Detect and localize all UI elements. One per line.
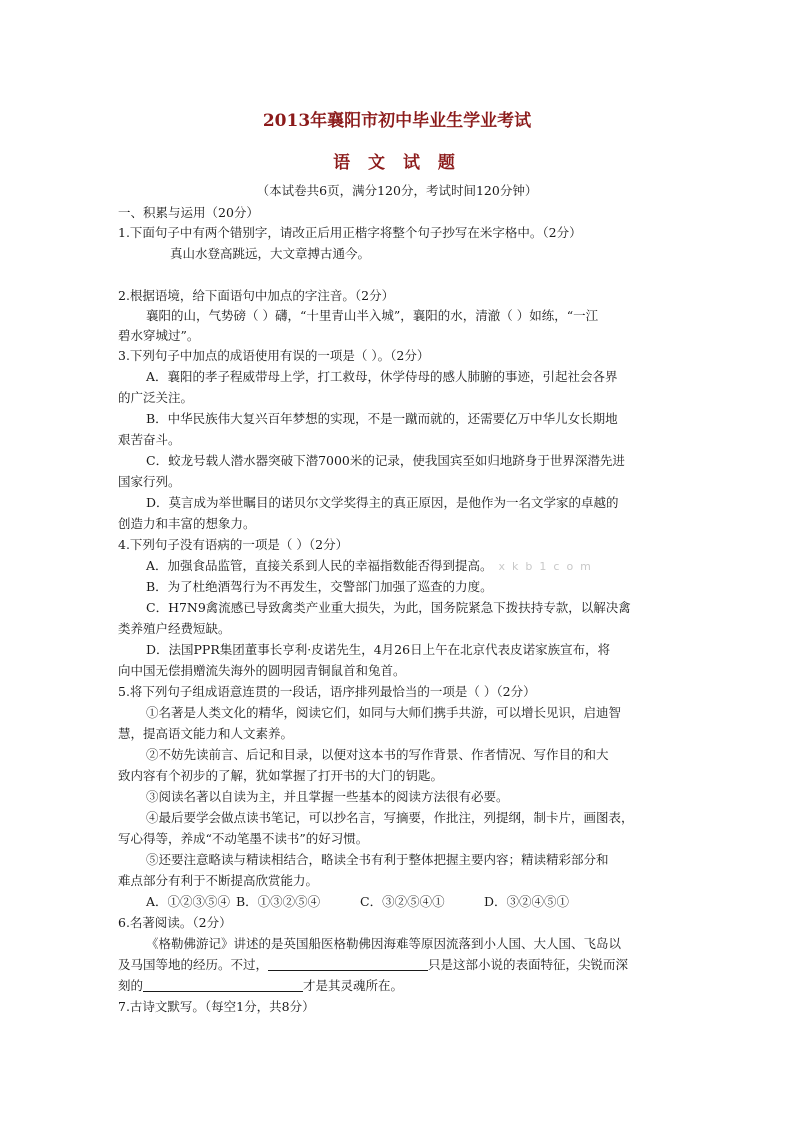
watermark: xkb1com <box>498 560 598 573</box>
question-3-option-d-line1: D．莫言成为举世瞩目的诺贝尔文学奖得主的真正原因，是他作为一名文学家的卓越的 <box>146 495 619 510</box>
question-4-option-a-text: A．加强食品监管，直接关系到人民的幸福指数能否得到提高。 <box>146 558 493 573</box>
question-1-stem: 1.下面句子中有两个错别字，请改正后用正楷字将整个句子抄写在米字格中。（2分） <box>118 225 582 240</box>
question-2-text-line2: 碧水穿城过”。 <box>118 328 200 343</box>
question-5-stem: 5.将下列句子组成语意连贯的一段话，语序排列最恰当的一项是（ ）（2分） <box>118 684 536 699</box>
question-2-stem: 2.根据语境，给下面语句中加点的字注音。（2分） <box>118 288 395 303</box>
question-5-options <box>146 893 569 911</box>
question-7-stem: 7.古诗文默写。（每空1分，共8分） <box>118 999 315 1014</box>
exam-note: （本试卷共6页，满分120分，考试时间120分钟） <box>256 183 538 198</box>
question-5-sentence-1-line2: 慧，提高语文能力和人文素养。 <box>118 726 294 741</box>
question-5-option-b: B．①③②⑤④ <box>236 894 321 909</box>
question-6-line3-start: 刻的 <box>118 978 144 993</box>
question-6-text-line3 <box>118 977 403 995</box>
question-6-line2-start: 及马国等地的经历。不过， <box>118 957 269 972</box>
question-4-option-a <box>146 557 598 576</box>
question-5-sentence-2-line1: ②不妨先读前言、后记和目录，以便对这本书的写作背景、作者情况、写作目的和大 <box>146 747 609 762</box>
question-5-sentence-3: ③阅读名著以自读为主，并且掌握一些基本的阅读方法很有必要。 <box>146 789 509 804</box>
question-5-sentence-1-line1: ①名著是人类文化的精华，阅读它们，如同与大师们携手共游，可以增长见识，启迪智 <box>146 705 622 720</box>
question-6-text-line1: 《格勒佛游记》讲述的是英国船医格勒佛因海难等原因流落到小人国、大人国、飞岛以 <box>146 936 622 951</box>
section-heading: 一、积累与运用（20分） <box>118 205 259 220</box>
question-1-sentence: 真山水登高跳远，大文章搏古通今。 <box>170 246 371 261</box>
question-3-option-d-line2: 创造力和丰富的想象力。 <box>118 516 256 531</box>
question-4-option-c-line2: 类养殖户经费短缺。 <box>118 621 231 636</box>
question-4-stem: 4.下列句子没有语病的一项是（ ）（2分） <box>118 537 349 552</box>
question-5-option-c: C．③②⑤④① <box>360 894 445 909</box>
question-6-text-line2 <box>118 956 628 974</box>
answer-blank-1[interactable] <box>268 956 428 971</box>
question-3-stem: 3.下列句子中加点的成语使用有误的一项是（ ）。（2分） <box>118 348 430 363</box>
question-2-text-line1: 襄阳的山，气势磅（ ）礴，“十里青山半入城”，襄阳的水，清澈（ ）如练，“一江 <box>146 308 599 323</box>
question-4-option-b: B．为了杜绝酒驾行为不再发生，交警部门加强了巡查的力度。 <box>146 579 493 594</box>
question-5-option-a: A．①②③⑤④ <box>146 894 231 909</box>
question-5-sentence-4-line2: 写心得等，养成“不动笔墨不读书”的好习惯。 <box>118 831 369 846</box>
question-3-option-a-line2: 的广泛关注。 <box>118 390 194 405</box>
question-3-option-a-line1: A．襄阳的孝子程威带母上学，打工救母，休学侍母的感人肺腑的事迹，引起社会各界 <box>146 369 618 384</box>
question-4-option-d-line1: D．法国PPR集团董事长亨利·皮诺先生，4月26日上午在北京代表皮诺家族宣布，将 <box>146 642 611 657</box>
question-5-sentence-5-line2: 难点部分有利于不断提高欣赏能力。 <box>118 873 319 888</box>
question-3-option-c-line2: 国家行列。 <box>118 474 181 489</box>
question-4-option-c-line1: C．H7N9禽流感已导致禽类产业重大损失，为此，国务院紧急下拨扶持专款，以解决禽 <box>146 600 631 615</box>
answer-blank-2[interactable] <box>143 977 303 992</box>
question-3-option-b-line2: 艰苦奋斗。 <box>118 432 181 447</box>
question-4-option-d-line2: 向中国无偿捐赠流失海外的圆明园青铜鼠首和兔首。 <box>118 663 406 678</box>
question-5-sentence-2-line2: 致内容有个初步的了解，犹如掌握了打开书的大门的钥匙。 <box>118 768 444 783</box>
question-3-option-b-line1: B．中华民族伟大复兴百年梦想的实现，不是一蹴而就的，还需要亿万中华儿女长期地 <box>146 411 618 426</box>
question-6-line3-end: 才是其灵魂所在。 <box>303 978 404 993</box>
page-subtitle: 语 文 试 题 <box>333 153 461 173</box>
question-6-stem: 6.名著阅读。（2分） <box>118 915 232 930</box>
question-6-line2-end: 只是这部小说的表面特征，尖锐而深 <box>428 957 629 972</box>
page-title: 2013年襄阳市初中毕业生学业考试 <box>262 111 532 131</box>
question-3-option-c-line1: C．蛟龙号载人潜水器突破下潜7000米的记录，使我国宾至如归地跻身于世界深潜先进 <box>146 453 625 468</box>
question-5-option-d: D．③②④⑤① <box>484 894 570 909</box>
question-5-sentence-5-line1: ⑤还要注意略读与精读相结合，略读全书有利于整体把握主要内容；精读精彩部分和 <box>146 852 609 867</box>
question-5-sentence-4-line1: ④最后要学会做点读书笔记，可以抄名言，写摘要，作批注，列提纲，制卡片，画图表， <box>146 810 634 825</box>
